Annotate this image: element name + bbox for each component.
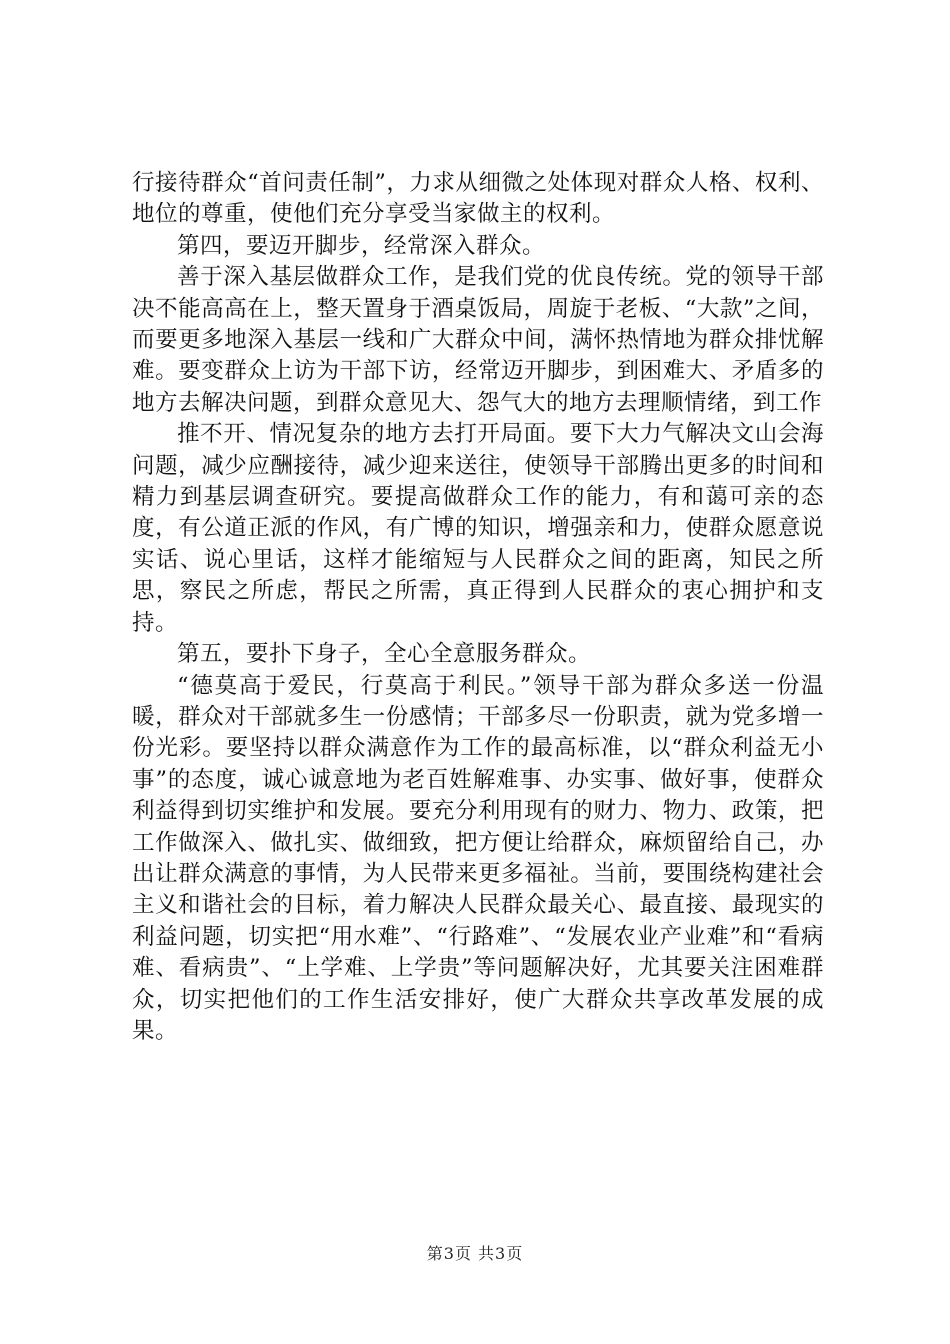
paragraph-4: 推不开、情况复杂的地方去打开局面。要下大力气解决文山会海问题，减少应酬接待，减少迎来送往，使领导干部腾出更多的时间和精力到基层调查研究。要提高做群众工作的能力，有和蔼可亲的态度，有公道正派的作风，有广博的知识，增强亲和力，使群众愿意说实话、说心里话，这样才能缩短与人民群众之间的距离，知民之所思，察民之所虑，帮民之所需，真正得到人民群众的衷心拥护和支持。	[132, 421, 824, 636]
document-body	[132, 168, 824, 1047]
paragraph-5: 第五，要扑下身子，全心全意服务群众。	[177, 641, 592, 668]
paragraph-2: 第四，要迈开脚步，经常深入群众。	[177, 232, 546, 259]
page-number-label: 第3页 共3页	[426, 1244, 524, 1263]
page-footer	[0, 1243, 950, 1265]
paragraph-6: “德莫高于爱民，行莫高于利民。”领导干部为群众多送一份温暖，群众对干部就多生一份感情；干部多尽一份职责，就为党多增一份光彩。要坚持以群众满意作为工作的最高标准，以“群众利益无小事”的态度，诚心诚意地为老百姓解难事、办实事、做好事，使群众利益得到切实维护和发展。要充分利用现有的财力、物力、政策，把工作做深入、做扎实、做细致，把方便让给群众，麻烦留给自己，办出让群众满意的事情，为人民带来更多福祉。当前，要围绕构建社会主义和谐社会的目标，着力解决人民群众最关心、最直接、最现实的利益问题，切实把“用水难”、“行路难”、“发展农业产业难”和“看病难、看病贵”、“上学难、上学贵”等问题解决好，尤其要关注困难群众，切实把他们的工作生活安排好，使广大群众共享改革发展的成果。	[132, 672, 824, 1044]
paragraph-3: 善于深入基层做群众工作，是我们党的优良传统。党的领导干部决不能高高在上，整天置身于酒桌饭局，周旋于老板、“大款”之间，而要更多地深入基层一线和广大群众中间，满怀热情地为群众排忧解难。要变群众上访为干部下访，经常迈开脚步，到困难大、矛盾多的地方去解决问题，到群众意见大、怨气大的地方去理顺情绪，到工作	[132, 264, 824, 416]
paragraph-1: 行接待群众“首问责任制”，力求从细微之处体现对群众人格、权利、地位的尊重，使他们充分享受当家做主的权利。	[132, 170, 824, 228]
